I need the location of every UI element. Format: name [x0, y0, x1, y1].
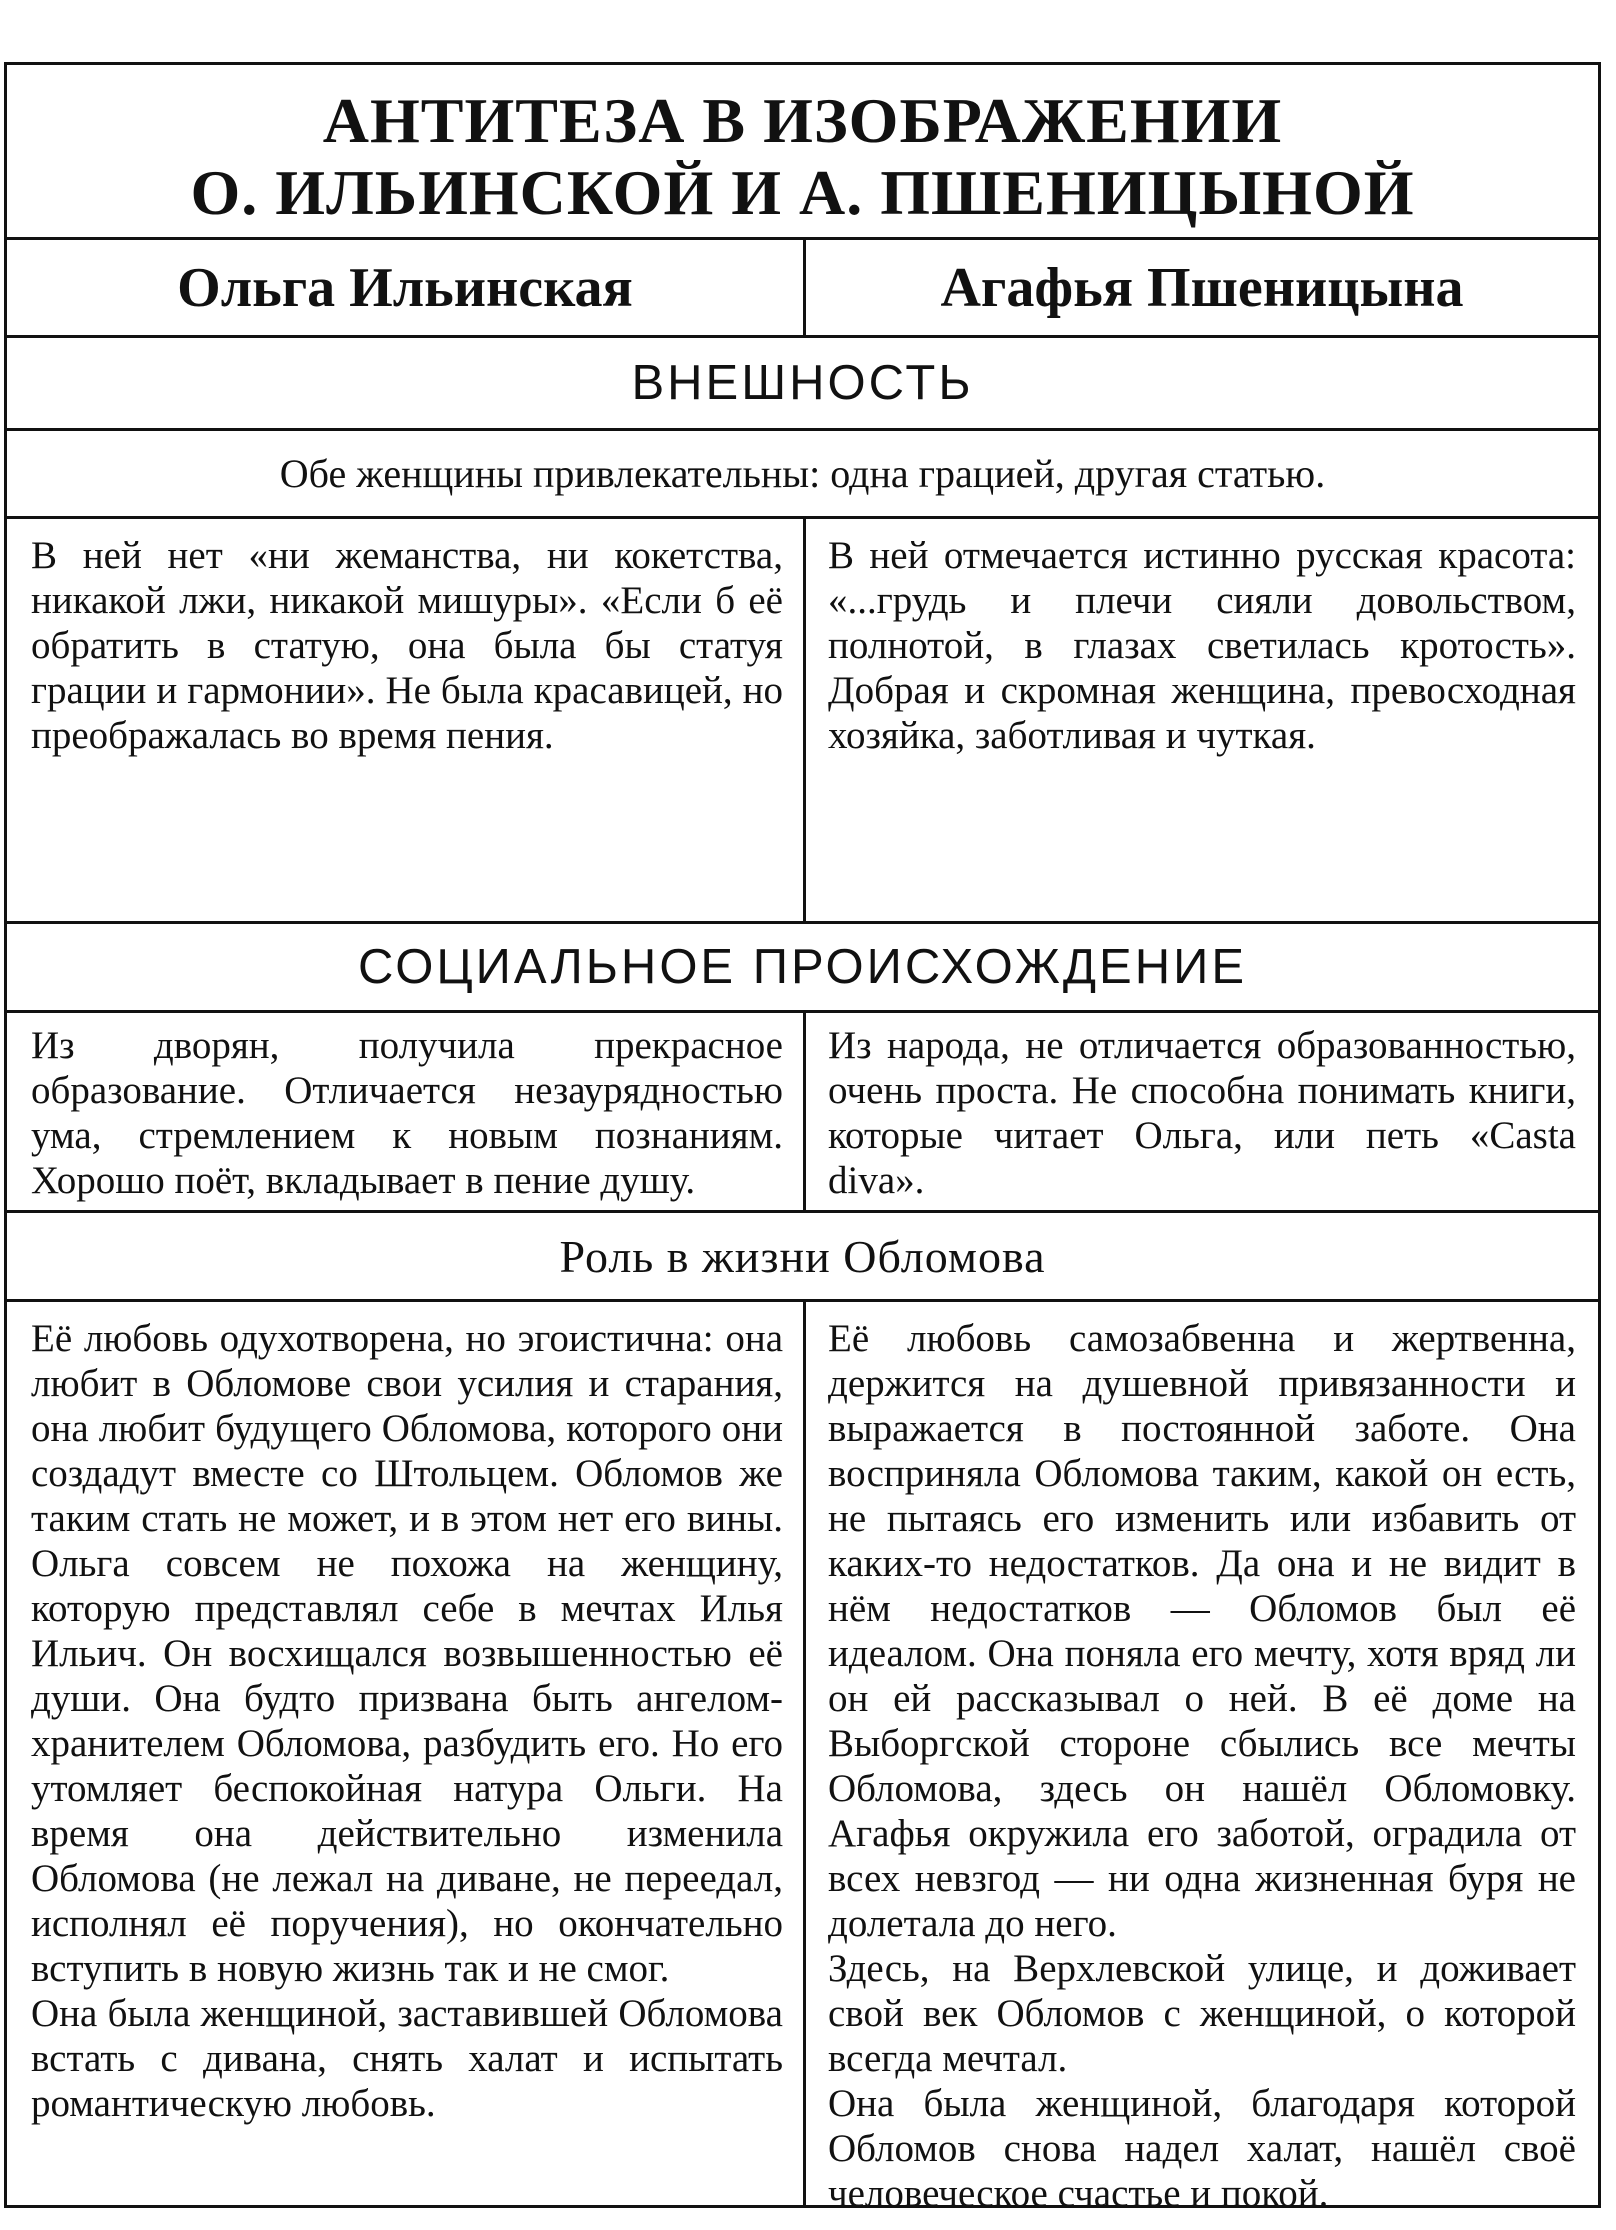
section-heading-appearance: ВНЕШНОСТЬ: [7, 338, 1598, 431]
appearance-agafya-cell: [806, 519, 1598, 921]
section-heading-origin: СОЦИАЛЬНОЕ ПРОИСХОЖДЕНИЕ: [7, 924, 1598, 1013]
role-olga-text-1: Её любовь одухотворена, но эгоистична: она любит в Обломове свои усилия и старания, она любит будущего Обломова, которого они создадут вместе со Штольцем. Обломов же таким стать не может, и в этом нет его вины. Ольга совсем не похожа на женщину, которую представлял себе в мечтах Илья Ильич. Он восхищался возвышенностью её души. Она будто призвана быть ангелом-хранителем Обломова, разбудить его. Но его утомляет беспокойная натура Ольги. На время она действительно изменила Обломова (не лежал на диване, не переедал, исполнял её поручения), но окончательно вступить в новую жизнь так и не смог.: [31, 1317, 783, 1990]
appearance-agafya-text: В ней отмечается истинно русская красота: «...грудь и плечи сияли довольством, полнотой, в глазах светилась кротость». Добрая и скромная женщина, превосходная хозяйка, заботливая и чуткая.: [828, 534, 1576, 757]
role-agafya-text-1: Её любовь самозабвенна и жертвенна, держится на душевной привязанности и выражается в постоянной заботе. Она восприняла Обломова таким, какой он есть, не пытаясь его изменить или избавить от каких-то недостатков. Да она и не видит в нём недостатков — Обломов был её идеалом. Она поняла его мечту, хотя вряд ли он ей рассказывал о ней. В её доме на Выборгской стороне сбылись все мечты Обломова, здесь он нашёл Обломовку. Агафья окружила его заботой, оградила от всех невзгод — ни одна жизненная буря не долетала до него.: [828, 1317, 1576, 1945]
appearance-olga-text: В ней нет «ни жеманства, ни кокетства, никакой лжи, никакой мишуры». «Если б её обратить в статую, она была бы статуя грации и гармонии». Не была красавицей, но преображалась во время пения.: [31, 534, 783, 757]
appearance-olga-cell: [7, 519, 806, 921]
role-agafya-text-2: Здесь, на Верхлевской улице, и доживает свой век Обломов с женщиной, о которой всегда мечтал.: [828, 1947, 1576, 2080]
antithesis-table: [4, 62, 1601, 2215]
role-olga-text-2: Она была женщиной, заставившей Обломова встать с дивана, снять халат и испытать романтическую любовь.: [31, 1992, 783, 2125]
origin-row: [7, 1013, 1598, 1213]
role-row: [7, 1302, 1598, 2215]
origin-olga-cell: [7, 1013, 806, 1210]
section-heading-role: Роль в жизни Обломова: [7, 1213, 1598, 1302]
column-header-olga: Ольга Ильинская: [7, 240, 806, 335]
origin-agafya-cell: [806, 1013, 1598, 1210]
origin-agafya-text: Из народа, не отличается образованностью, очень проста. Не способна понимать книги, которые читает Ольга, или петь «Casta diva».: [828, 1024, 1576, 1202]
appearance-common-note: Обе женщины привлекательны: одна грацией, другая статью.: [7, 431, 1598, 519]
appearance-row: [7, 519, 1598, 924]
role-agafya-cell: [806, 1302, 1598, 2215]
title-line-1: АНТИТЕЗА В ИЗОБРАЖЕНИИ: [322, 85, 1283, 156]
column-headers: [7, 240, 1598, 338]
title-line-2: О. ИЛЬИНСКОЙ И А. ПШЕНИЦЫНОЙ: [190, 157, 1415, 228]
column-header-agafya: Агафья Пшеницына: [940, 256, 1464, 319]
table-title: [7, 65, 1598, 240]
role-agafya-text-3: Она была женщиной, благодаря которой Обломов снова надел халат, нашёл своё человеческое счастье и покой.: [828, 2082, 1576, 2215]
origin-olga-text: Из дворян, получила прекрасное образование. Отличается незаурядностью ума, стремлением к новым познаниям. Хорошо поёт, вкладывает в пение душу.: [31, 1024, 783, 1202]
role-olga-cell: [7, 1302, 806, 2205]
